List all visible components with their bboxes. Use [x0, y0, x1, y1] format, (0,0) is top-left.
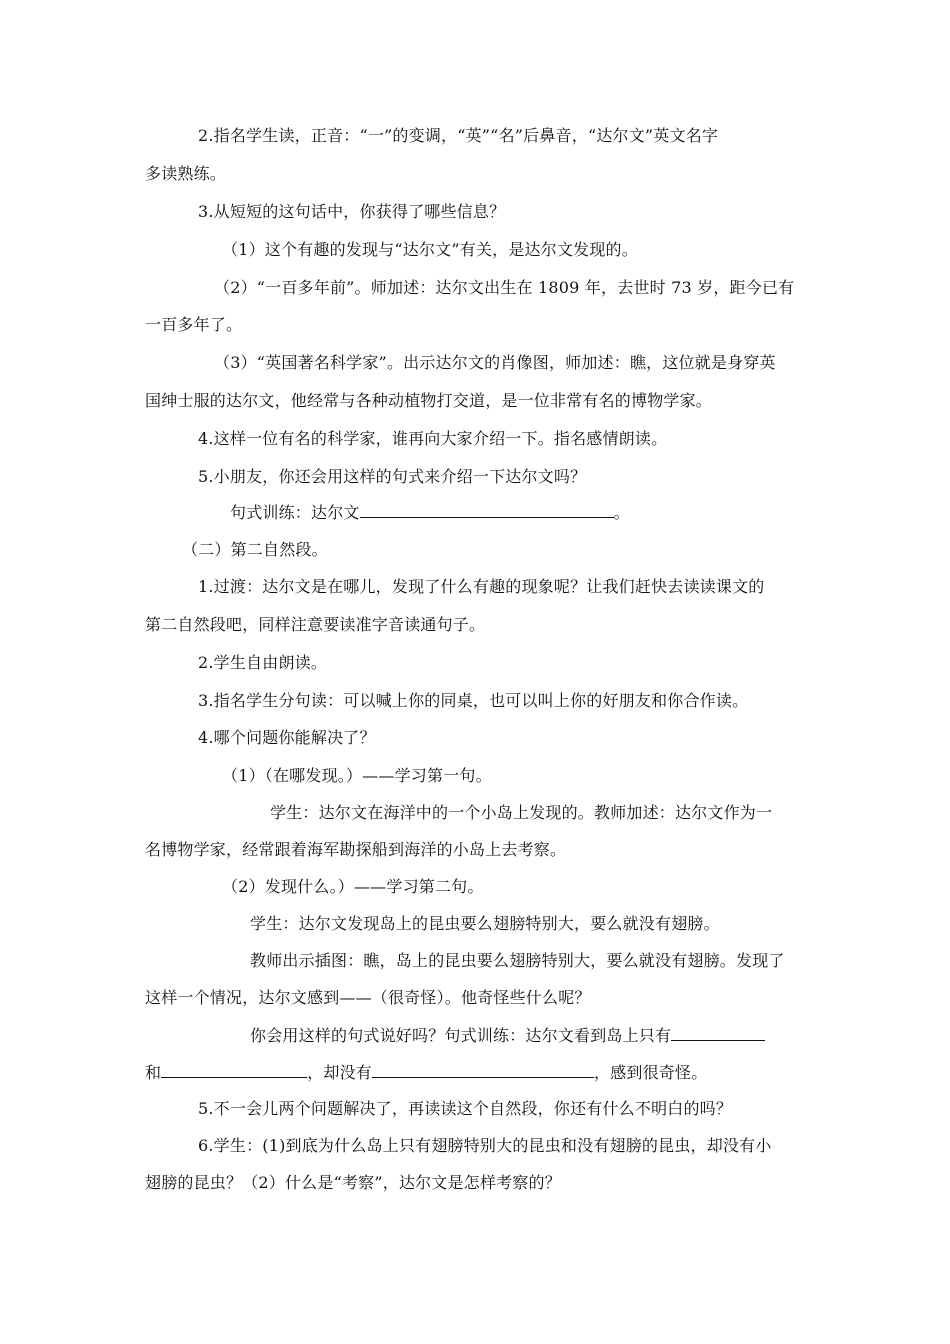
fill-blank — [671, 1025, 765, 1041]
fill-in-sentence — [250, 1025, 765, 1046]
paragraph-line: 名博物学家，经常跟着海军勘探船到海洋的小岛上去考察。 — [145, 840, 567, 859]
paragraph-line: 6.学生：(1)到底为什么岛上只有翅膀特别大的昆虫和没有翅膀的昆虫，却没有小 — [198, 1136, 772, 1155]
paragraph-line: 4.这样一位有名的科学家，谁再向大家介绍一下。指名感情朗读。 — [198, 429, 668, 448]
paragraph-line: 4.哪个问题你能解决了？ — [198, 728, 376, 747]
paragraph-line: （3）“英国著名科学家”。出示达尔文的肖像图，师加述：瞧，这位就是身穿英 — [214, 353, 776, 372]
sentence-text: ，感到很奇怪。 — [594, 1063, 708, 1082]
paragraph-line: 第二自然段吧，同样注意要读准字音读通句子。 — [145, 615, 486, 634]
fill-blank — [372, 1062, 594, 1078]
paragraph-line: 国绅士服的达尔文，他经常与各种动植物打交道，是一位非常有名的博物学家。 — [145, 391, 713, 410]
sentence-prompt: 句式训练：达尔文 — [230, 503, 360, 522]
paragraph-line: 2.学生自由朗读。 — [198, 653, 328, 672]
sentence-end: 。 — [613, 503, 630, 522]
fill-blank — [161, 1062, 307, 1078]
paragraph-line: 学生：达尔文在海洋中的一个小岛上发现的。教师加述：达尔文作为一 — [270, 803, 773, 822]
paragraph-line: （2）发现什么。）——学习第二句。 — [222, 877, 484, 896]
section-heading: （二）第二自然段。 — [182, 540, 328, 559]
paragraph-line: 一百多年了。 — [145, 315, 243, 334]
sentence-text: ，却没有 — [307, 1063, 373, 1082]
paragraph-line: 2.指名学生读，正音：“一”的变调，“英”“名”后鼻音，“达尔文”英文名字 — [198, 126, 719, 145]
paragraph-line: 5.不一会儿两个问题解决了，再读读这个自然段，你还有什么不明白的吗？ — [198, 1099, 733, 1118]
paragraph-line: （1）（在哪发现。）——学习第一句。 — [222, 766, 492, 785]
fill-in-sentence — [145, 1062, 707, 1083]
paragraph-line: 教师出示插图：瞧，岛上的昆虫要么翅膀特别大，要么就没有翅膀。发现了 — [250, 951, 785, 970]
sentence-text: 和 — [145, 1063, 162, 1082]
paragraph-line: （2）“一百多年前”。师加述：达尔文出生在 1809 年，去世时 73 岁，距今已有 — [214, 278, 795, 297]
paragraph-line: 3.从短短的这句话中，你获得了哪些信息？ — [198, 202, 506, 221]
paragraph-line: 翅膀的昆虫？（2）什么是“考察”，达尔文是怎样考察的？ — [145, 1173, 561, 1192]
fill-in-sentence — [230, 502, 630, 523]
fill-blank — [360, 502, 614, 518]
paragraph-line: 学生：达尔文发现岛上的昆虫要么翅膀特别大，要么就没有翅膀。 — [250, 914, 720, 933]
paragraph-line: 5.小朋友，你还会用这样的句式来介绍一下达尔文吗？ — [198, 467, 587, 486]
paragraph-line: 这样一个情况，达尔文感到——（很奇怪）。他奇怪些什么呢？ — [145, 988, 591, 1007]
paragraph-line: 3.指名学生分句读：可以喊上你的同桌，也可以叫上你的好朋友和你合作读。 — [198, 691, 749, 710]
paragraph-line: 多读熟练。 — [145, 164, 227, 183]
paragraph-line: 1.过渡：达尔文是在哪儿，发现了什么有趣的现象呢？让我们赶快去读读课文的 — [198, 577, 765, 596]
sentence-prompt: 你会用这样的句式说好吗？句式训练：达尔文看到岛上只有 — [250, 1026, 672, 1045]
paragraph-line: （1）这个有趣的发现与“达尔文”有关，是达尔文发现的。 — [222, 240, 638, 259]
